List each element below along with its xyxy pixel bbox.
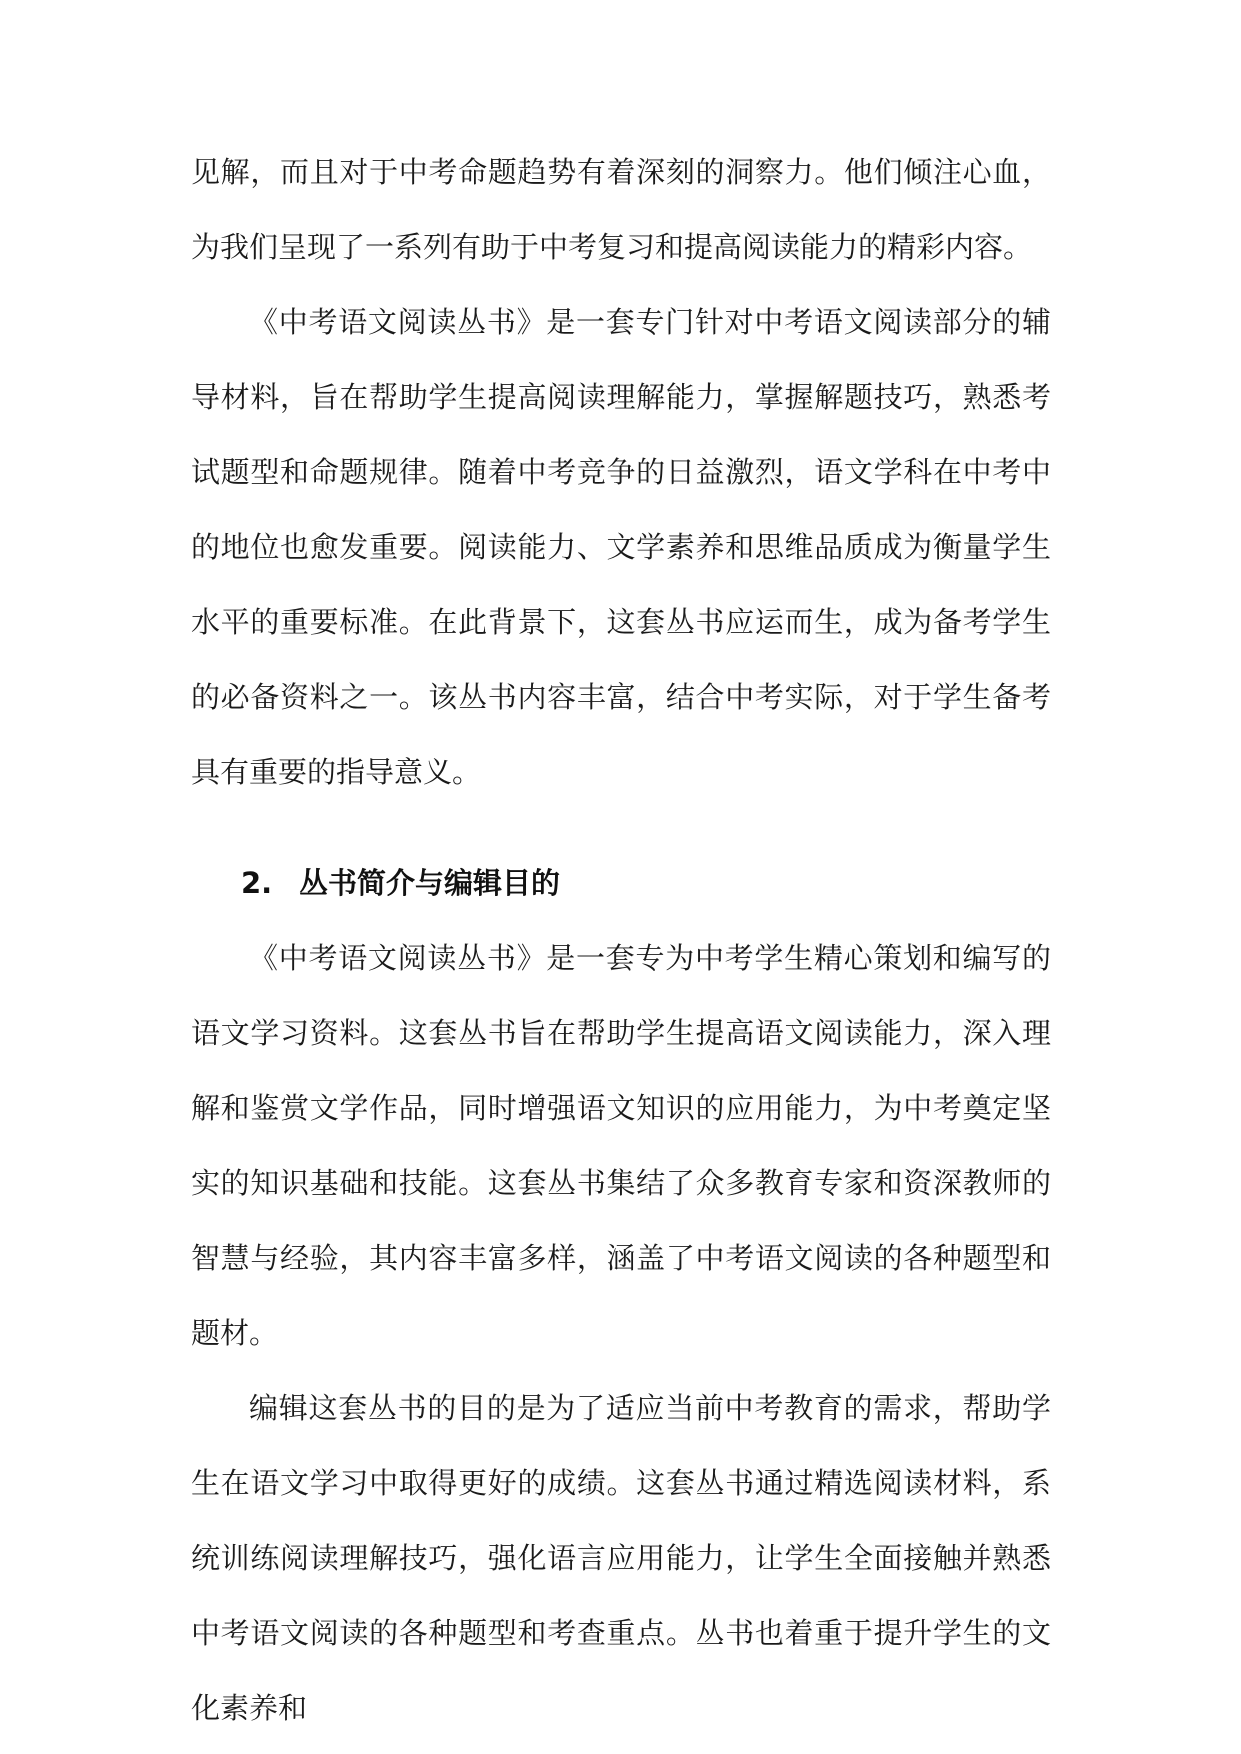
document-body	[191, 135, 1051, 1746]
paragraph-editing-purpose: 编辑这套丛书的目的是为了适应当前中考教育的需求，帮助学生在语文学习中取得更好的成绩。这套丛书通过精选阅读材料，系统训练阅读理解技巧，强化语言应用能力，让学生全面接触并熟悉中考语文阅读的各种题型和考查重点。丛书也着重于提升学生的文化素养和	[191, 1391, 1051, 1725]
section-heading	[191, 846, 1051, 921]
paragraph-series-overview: 《中考语文阅读丛书》是一套专为中考学生精心策划和编写的语文学习资料。这套丛书旨在帮助学生提高语文阅读能力，深入理解和鉴赏文学作品，同时增强语文知识的应用能力，为中考奠定坚实的知识基础和技能。这套丛书集结了众多教育专家和资深教师的智慧与经验，其内容丰富多样，涵盖了中考语文阅读的各种题型和题材。	[191, 941, 1051, 1350]
section-number: 2.	[241, 866, 273, 900]
section-title: 丛书简介与编辑目的	[299, 866, 561, 900]
paragraph-series-intro: 《中考语文阅读丛书》是一套专门针对中考语文阅读部分的辅导材料，旨在帮助学生提高阅读理解能力，掌握解题技巧，熟悉考试题型和命题规律。随着中考竞争的日益激烈，语文学科在中考中的地位也愈发重要。阅读能力、文学素养和思维品质成为衡量学生水平的重要标准。在此背景下，这套丛书应运而生，成为备考学生的必备资料之一。该丛书内容丰富，结合中考实际，对于学生备考具有重要的指导意义。	[191, 305, 1051, 789]
paragraph-continuation: 见解，而且对于中考命题趋势有着深刻的洞察力。他们倾注心血，为我们呈现了一系列有助于中考复习和提高阅读能力的精彩内容。	[191, 155, 1051, 264]
